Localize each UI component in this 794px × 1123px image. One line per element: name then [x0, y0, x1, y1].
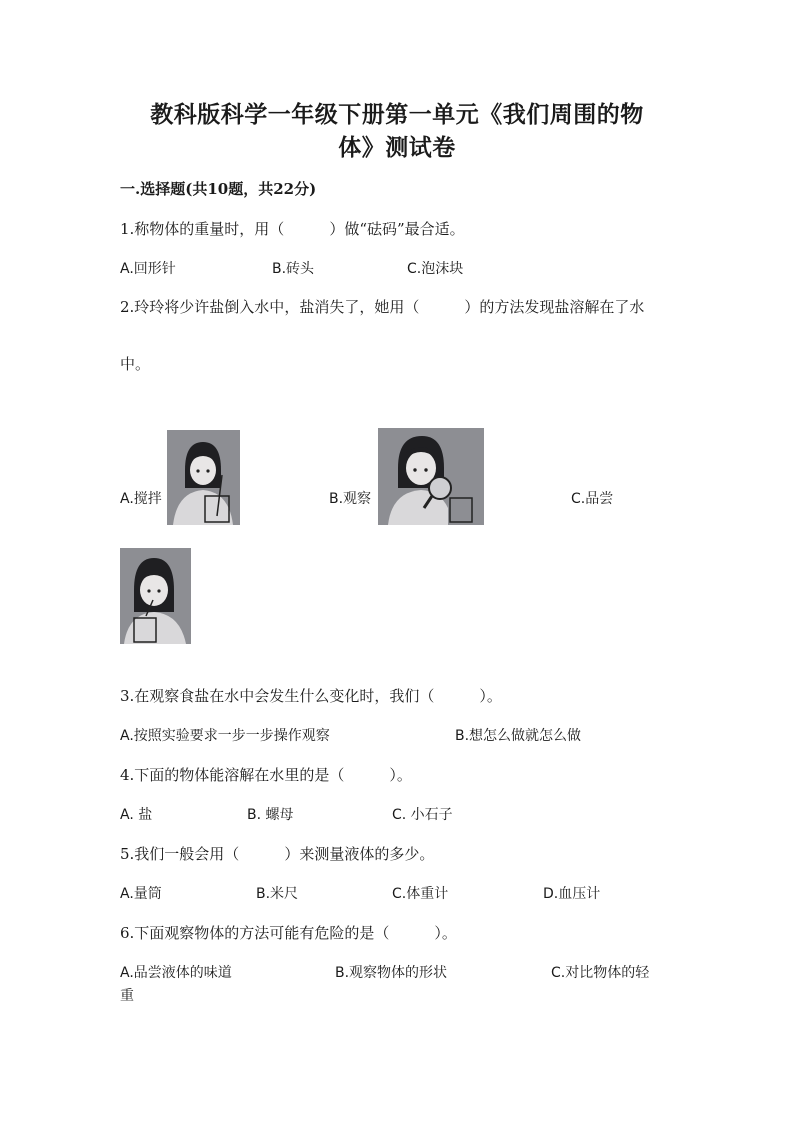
question-5-option-a[interactable]: A.量筒: [120, 886, 162, 902]
question-6-option-b[interactable]: B.观察物体的形状: [335, 965, 448, 981]
question-2-option-b[interactable]: B.观察: [329, 491, 372, 507]
question-5-stem: 5.我们一般会用（ ）来测量液体的多少。: [120, 845, 435, 863]
question-6-stem: 6.下面观察物体的方法可能有危险的是（ ）。: [120, 924, 457, 942]
question-4-option-c[interactable]: C. 小石子: [392, 807, 453, 823]
title-line-2: 体》测试卷: [338, 134, 456, 161]
question-2-option-c[interactable]: C.品尝: [571, 491, 614, 507]
question-4-option-b[interactable]: B. 螺母: [247, 807, 294, 823]
question-4-option-a[interactable]: A. 盐: [120, 807, 153, 823]
section-heading: 一.选择题(共10题，共22分): [120, 180, 317, 198]
question-3-stem: 3.在观察食盐在水中会发生什么变化时，我们（ ）。: [120, 687, 502, 705]
question-3-option-a[interactable]: A.按照实验要求一步一步操作观察: [120, 728, 330, 744]
question-1-stem: 1.称物体的重量时，用（ ）做“砝码”最合适。: [120, 220, 465, 238]
question-1-option-c[interactable]: C.泡沫块: [407, 261, 464, 277]
title-line-1: 教科版科学一年级下册第一单元《我们周围的物: [150, 101, 644, 128]
question-2-stem-line-1: 2.玲玲将少许盐倒入水中，盐消失了，她用（ ）的方法发现盐溶解在了水: [120, 298, 645, 316]
question-1-option-a[interactable]: A.回形针: [120, 261, 176, 277]
question-1-option-b[interactable]: B.砖头: [272, 261, 315, 277]
question-5-option-d[interactable]: D.血压计: [543, 886, 601, 902]
question-2-option-a[interactable]: A.搅拌: [120, 491, 162, 507]
girl-tasting-illustration: [120, 548, 191, 644]
girl-stirring-illustration: [167, 430, 240, 525]
question-5-option-b[interactable]: B.米尺: [256, 886, 299, 902]
girl-with-magnifier-illustration: [378, 428, 484, 525]
question-6-option-c-line-2[interactable]: 重: [120, 988, 134, 1004]
question-6-option-a[interactable]: A.品尝液体的味道: [120, 965, 232, 981]
question-6-option-c-line-1[interactable]: C.对比物体的轻: [551, 965, 650, 981]
question-4-stem: 4.下面的物体能溶解在水里的是（ ）。: [120, 766, 412, 784]
question-3-option-b[interactable]: B.想怎么做就怎么做: [455, 728, 582, 744]
question-5-option-c[interactable]: C.体重计: [392, 886, 449, 902]
question-2-stem-line-2: 中。: [120, 355, 151, 373]
